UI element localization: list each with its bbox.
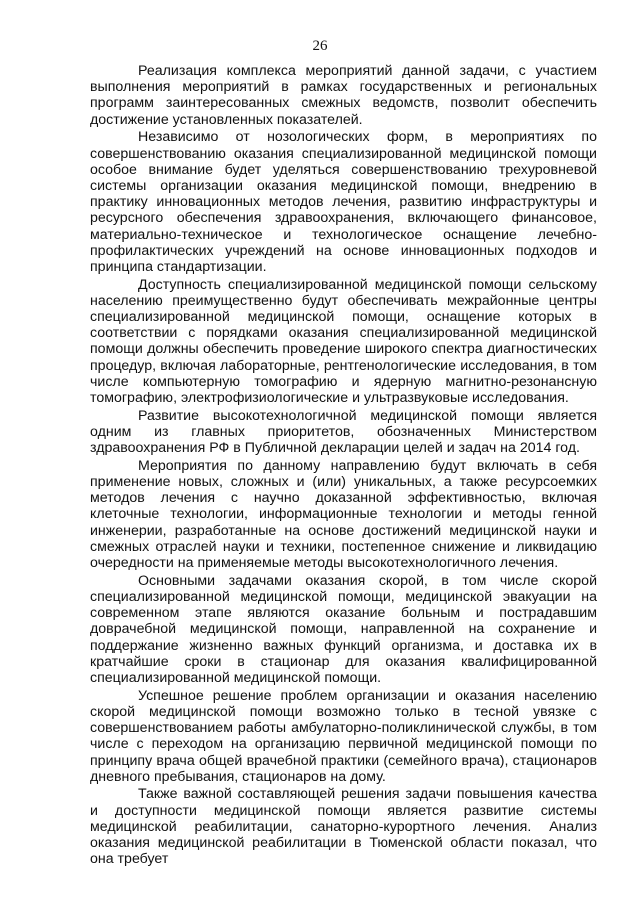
document-body xyxy=(90,63,597,869)
page-number: 26 xyxy=(312,38,328,54)
paragraph-6: Основными задачами оказания скорой, в том числе скорой специализированной медицинской помощи, медицинской эвакуации на современном этапе являются оказание больным и пострадавшим доврачебной медицинской помощи, направленной на сохранение и поддержание жизненно важных функций организма, и доставка их в кратчайшие сроки в стационар для оказания квалифицированной специализированной медицинской помощи. xyxy=(90,572,597,687)
paragraph-4: Развитие высокотехнологичной медицинской помощи является одним из главных приоритетов, обозначенных Министерством здравоохранения РФ в Публичной декларации целей и задач на 2014 год. xyxy=(90,407,597,457)
paragraph-5: Мероприятия по данному направлению будут включать в себя применение новых, сложных и (или) уникальных, а также ресурсоемких методов лечения с научно доказанной эффективностью, включая клеточные технологии, информационные технологии и методы генной инженерии, разработанные на основе достижений медицинской науки и смежных отраслей науки и техники, постепенное снижение и ликвидацию очередности на применяемые методы высокотехнологичного лечения. xyxy=(90,457,597,572)
paragraph-7: Успешное решение проблем организации и оказания населению скорой медицинской помощи возможно только в тесной увязке с совершенствованием работы амбулаторно-поликлинической службы, в том числе с переходом на организацию первичной медицинской помощи по принципу врача общей врачебной практики (семейного врача), стационаров дневного пребывания, стационаров на дому. xyxy=(90,687,597,785)
paragraph-3: Доступность специализированной медицинской помощи сельскому населению преимущественно будут обеспечивать межрайонные центры специализированной медицинской помощи, оснащение которых в соответствии с порядками оказания специализированной медицинской помощи должны обеспечить проведение широкого спектра диагностических процедур, включая лабораторные, рентгенологические исследования, в том числе компьютерную томографию и ядерную магнитно-резонансную томографию, электрофизиологические и ультразвуковые исследования. xyxy=(90,276,597,407)
paragraph-8: Также важной составляющей решения задачи повышения качества и доступности медицинской помощи является развитие системы медицинской реабилитации, санаторно-курортного лечения. Анализ оказания медицинской реабилитации в Тюменской области показал, что она требует xyxy=(90,786,597,868)
paragraph-2: Независимо от нозологических форм, в мероприятиях по совершенствованию оказания специализированной медицинской помощи особое внимание будет уделяться совершенствованию трехуровневой системы организации оказания медицинской помощи, внедрению в практику инновационных методов лечения, развитию инфраструктуры и ресурсного обеспечения здравоохранения, включающего финансовое, материально-техническое и технологическое оснащение лечебно-профилактических учреждений на основе инновационных подходов и принципа стандартизации. xyxy=(90,129,597,275)
paragraph-1: Реализация комплекса мероприятий данной задачи, с участием выполнения мероприятий в рамках государственных и региональных программ заинтересованных смежных ведомств, позволит обеспечить достижение установленных показателей. xyxy=(90,63,597,128)
